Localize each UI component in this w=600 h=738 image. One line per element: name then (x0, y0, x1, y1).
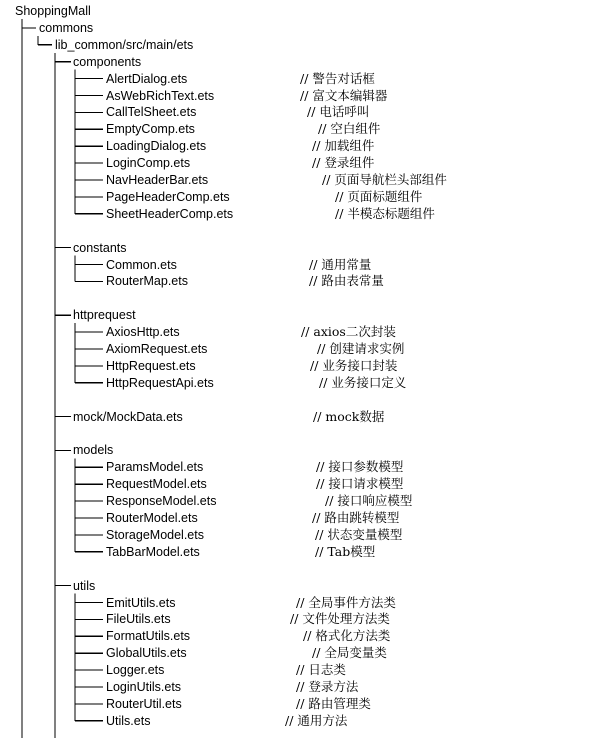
file-comment: // 警告对话框 (300, 70, 375, 86)
file-label: PageHeaderComp.ets (106, 189, 230, 204)
folder-models-label: models (73, 443, 114, 458)
file-comment: // 富文本编辑器 (300, 87, 388, 103)
file-comment: // axios二次封装 (301, 324, 396, 340)
file-comment: // 接口参数模型 (316, 459, 404, 475)
file-label: RouterModel.ets (106, 511, 198, 525)
file-comment: // 登录组件 (312, 155, 375, 171)
file-comment: // 路由表常量 (309, 273, 384, 289)
folder-utils-label: utils (73, 578, 96, 593)
file-label: Common.ets (106, 257, 177, 272)
file-comment: // 路由管理类 (296, 695, 371, 711)
file-comment: // 接口请求模型 (316, 476, 404, 492)
folder-components-label: components (73, 54, 142, 69)
file-label: Utils.ets (106, 713, 151, 728)
file-label: RouterMap.ets (106, 274, 188, 289)
file-comment: // 状态变量模型 (315, 526, 403, 542)
file-comment: // 页面标题组件 (335, 188, 423, 204)
file-label: AxiosHttp.ets (106, 325, 180, 340)
file-label: Logger.ets (106, 663, 165, 678)
file-label: NavHeaderBar.ets (106, 173, 209, 187)
file-label: StorageModel.ets (106, 527, 204, 542)
file-label: FormatUtils.ets (106, 629, 191, 644)
file-comment: // 登录方法 (296, 679, 359, 694)
file-comment: // 业务接口封装 (310, 357, 398, 373)
file-label: ParamsModel.ets (106, 460, 204, 475)
file-label: LoginComp.ets (106, 156, 191, 171)
file-label: RequestModel.ets (106, 477, 207, 492)
file-label: SheetHeaderComp.ets (106, 206, 234, 221)
file-label: FileUtils.ets (106, 612, 171, 627)
file-label: EmitUtils.ets (106, 595, 176, 610)
file-comment: // 电话呼叫 (307, 104, 370, 120)
file-label: RouterUtil.ets (106, 696, 182, 711)
file-comment: // 文件处理方法类 (290, 611, 390, 627)
file-comment: // 页面导航栏头部组件 (322, 172, 447, 187)
file-label: HttpRequest.ets (106, 358, 196, 373)
group-comment: // mock数据 (313, 408, 385, 424)
folder-mock-mockdata-ets-label: mock/MockData.ets (73, 409, 183, 424)
file-comment: // 全局事件方法类 (296, 594, 396, 610)
file-label: AsWebRichText.ets (106, 88, 215, 103)
file-label: HttpRequestApi.ets (106, 375, 214, 390)
file-label: CallTelSheet.ets (106, 105, 197, 120)
file-label: AlertDialog.ets (106, 71, 188, 86)
root-folder-label: ShoppingMall (15, 4, 91, 18)
folder-commons-label: commons (39, 20, 94, 35)
file-comment: // 接口响应模型 (325, 493, 413, 509)
file-label: GlobalUtils.ets (106, 646, 187, 661)
file-comment: // 通用常量 (309, 256, 372, 272)
file-comment: // 路由跳转模型 (312, 510, 400, 525)
file-label: AxiomRequest.ets (106, 342, 208, 356)
file-comment: // 全局变量类 (312, 645, 387, 661)
file-label: LoginUtils.ets (106, 680, 182, 694)
file-comment: // 业务接口定义 (319, 374, 407, 390)
file-comment: // 创建请求实例 (317, 341, 405, 356)
file-comment: // 加载组件 (312, 138, 375, 154)
file-comment: // 半模态标题组件 (335, 205, 435, 221)
file-label: LoadingDialog.ets (106, 139, 207, 154)
folder-constants-label: constants (73, 240, 127, 255)
file-label: EmptyComp.ets (106, 122, 195, 137)
folder-httprequest-label: httprequest (73, 308, 136, 323)
file-comment: // 格式化方法类 (303, 628, 391, 644)
file-comment: // 通用方法 (285, 712, 348, 728)
file-comment: // Tab模型 (315, 543, 376, 559)
folder-lib-label: lib_common/src/main/ets (55, 37, 194, 52)
file-label: TabBarModel.ets (106, 544, 200, 559)
file-comment: // 日志类 (296, 662, 346, 678)
file-label: ResponseModel.ets (106, 494, 217, 509)
file-comment: // 空白组件 (318, 121, 381, 137)
